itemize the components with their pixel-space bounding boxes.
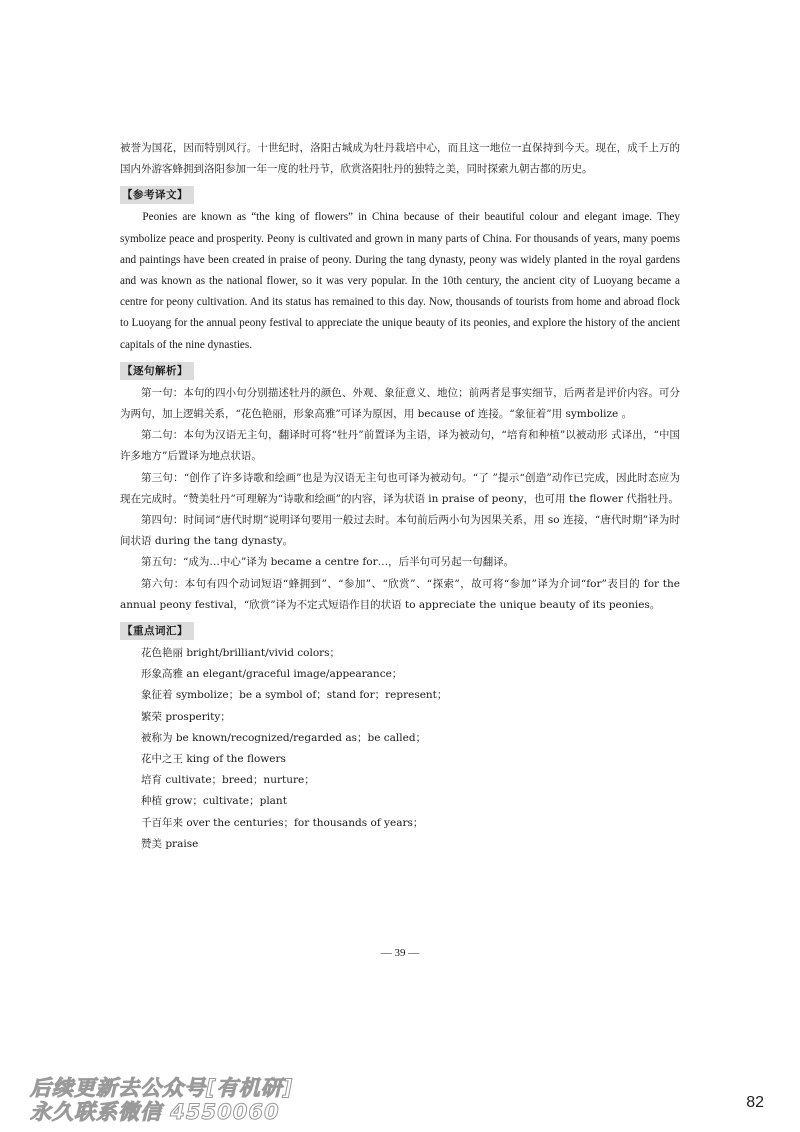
vocab-item: 花中之王 king of the flowers — [141, 753, 286, 766]
vocab-item: 花色艳丽 bright/brilliant/vivid colors； — [141, 647, 341, 660]
vocab-item: 被称为 be known/recognized/regarded as；be called； — [141, 731, 427, 744]
analysis-item-6: 第六句：本句有四个动词短语“蜂拥到”、“参加”、“欣赏”、“探索”，故可将“参加”译为介词“for”表目的 for the annual peony festival，“欣赏”译为不定式短语作目的状语 to appreciate the unique beauty of its peonies。 — [120, 577, 680, 611]
document-page — [120, 138, 680, 855]
watermark-text — [30, 1076, 293, 1124]
vocab-item: 千百年来 over the centuries；for thousands of years； — [141, 816, 424, 829]
vocab-item: 赞美 praise — [141, 837, 199, 850]
vocab-item: 培育 cultivate；breed；nurture； — [141, 774, 315, 787]
analysis-item-2: 第二句：本句为汉语无主句，翻译时可将“牡丹”前置译为主语，译为被动句，“培育和种植”以被动形 式译出，“中国许多地方”后置译为地点状语。 — [120, 429, 680, 463]
analysis-item-3: 第三句：“创作了许多诗歌和绘画”也是为汉语无主句也可译为被动句。“了 ”提示“创造”动作已完成，因此时态应为现在完成时。“赞美牡丹”可理解为“诗歌和绘画”的内容，译为状语 in praise of peony，也可用 the flower 代指牡丹。 — [120, 471, 680, 505]
watermark-line-2: 永久联系微信 4550060 — [30, 1100, 280, 1124]
vocab-item: 形象高雅 an elegant/graceful image/appearance； — [141, 668, 403, 681]
translation-paragraph: Peonies are known as “the king of flowers” in China because of their beautiful colour and elegant image. They symbolize peace and prosperity. Peony is cultivated and grown in many parts of China. For thousands of years, many poems and paintings have been created in praise of peony. During the tang dynasty, peony was widely planted in the royal gardens and was known as the national flower, so it was very popular. In the 10th century, the ancient city of Luoyang became a centre for peony cultivation. And its status has remained to this day. Now, thousands of tourists from home and abroad flock to Luoyang for the annual peony festival to appreciate the unique beauty of its peonies, and explore the history of the ancient capitals of the nine dynasties. — [120, 211, 680, 351]
analysis-item-1: 第一句：本句的四小句分别描述牡丹的颜色、外观、象征意义、地位；前两者是事实细节，后两者是评价内容。可分为两句，加上逻辑关系，“花色艳丽，形象高雅”可译为原因，用 because of 连接。“象征着”用 symbolize 。 — [120, 386, 680, 421]
vocab-item: 繁荣 prosperity； — [141, 710, 231, 723]
analysis-item-5: 第五句：“成为…中心”译为 became a centre for…，后半句可另起一句翻译。 — [141, 556, 515, 569]
watermark-line-1: 后续更新去公众号[有机研] — [30, 1076, 294, 1100]
analysis-heading: 【逐句解析】 — [120, 362, 194, 380]
vocab-item: 象征着 symbolize；be a symbol of；stand for；represent； — [141, 689, 448, 702]
vocab-item: 种植 grow；cultivate；plant — [141, 795, 287, 808]
translation-heading: 【参考译文】 — [120, 186, 194, 204]
vocabulary-heading: 【重点词汇】 — [120, 622, 194, 640]
analysis-item-4: 第四句：时间词“唐代时期”说明译句要用一般过去时。本句前后两小句为因果关系，用 so 连接，“唐代时期”译为时间状语 during the tang dynasty。 — [120, 514, 680, 548]
intro-paragraph: 被誉为国花，因而特别风行。十世纪时，洛阳古城成为牡丹栽培中心，而且这一地位一直保持到今天。现在，成千上万的国内外游客蜂拥到洛阳参加一年一度的牡丹节，欣赏洛阳牡丹的独特之美，同时探索九朝古都的历史。 — [120, 142, 680, 176]
page-number: — 39 — — [380, 947, 420, 959]
corner-page-number: 82 — [746, 1094, 764, 1111]
